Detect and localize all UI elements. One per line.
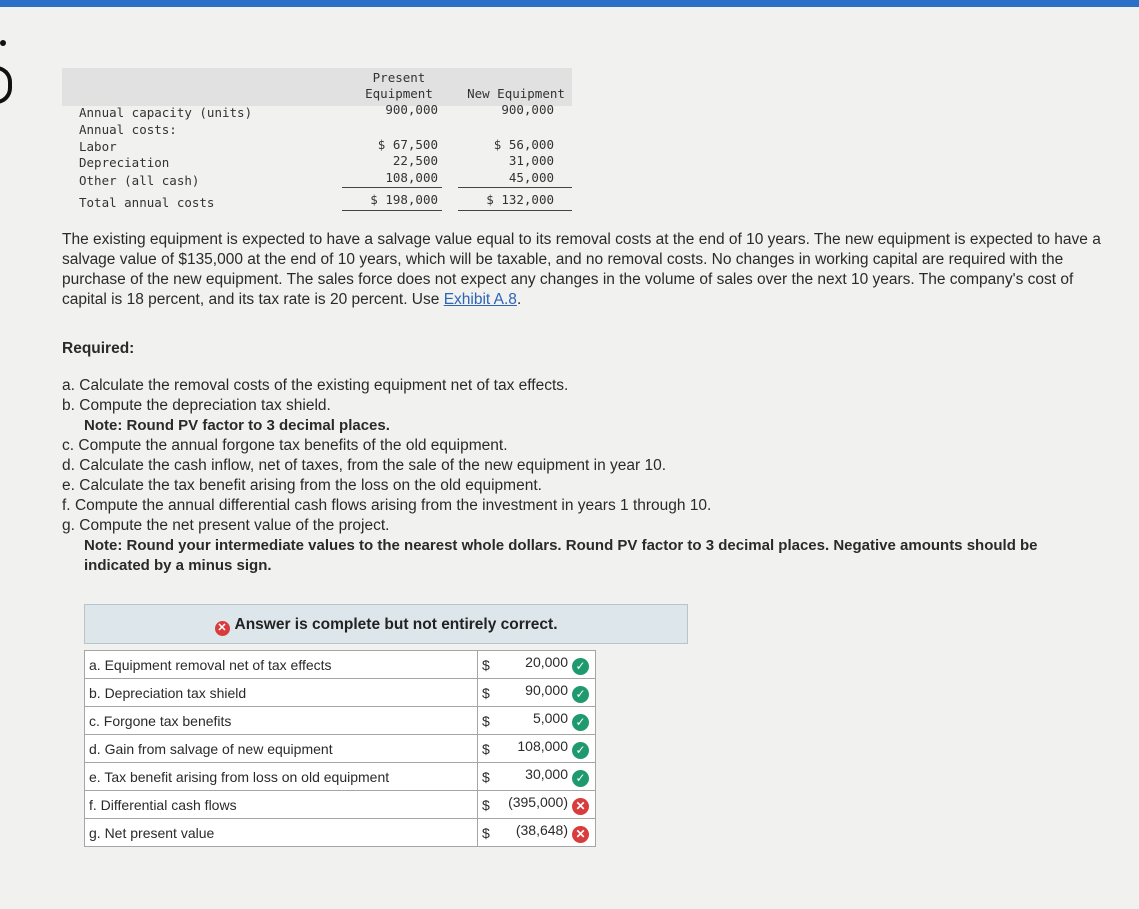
answer-value-d: 108,000 bbox=[517, 738, 568, 754]
present-header-line1: Present bbox=[372, 70, 426, 85]
result-banner-text: Answer is complete but not entirely correct. bbox=[234, 616, 558, 633]
total-new: $ 132,000 bbox=[486, 192, 554, 207]
answer-value-cell-e[interactable] bbox=[506, 763, 596, 791]
required-item-f: f. Compute the annual differential cash flows arising from the investment in years 1 through 10. bbox=[62, 497, 712, 514]
paragraph-text: The existing equipment is expected to have a salvage value equal to its removal costs at the end of 10 years. The new equipment is expected to have a salvage value of $135,000 at the end of 10 years, which will be taxable, and no removal costs. No changes in working capital are required with the purchase of the new equipment. The sales force does not expect any changes in the volume of sales over the next 10 years. The company's cost of capital is 18 percent, and its tax rate is 20 percent. Use bbox=[62, 231, 1101, 308]
required-item-e: e. Calculate the tax benefit arising from the loss on the old equipment. bbox=[62, 477, 542, 494]
answer-row-d bbox=[85, 735, 596, 763]
required-item-c: c. Compute the annual forgone tax benefits of the old equipment. bbox=[62, 437, 508, 454]
answer-value-cell-b[interactable] bbox=[506, 679, 596, 707]
total-label: Total annual costs bbox=[79, 195, 215, 210]
total-rule-new bbox=[458, 210, 572, 211]
present-header-line2: Equipment bbox=[365, 86, 433, 101]
other-label: Other (all cash) bbox=[79, 173, 200, 188]
annual-costs-label: Annual costs: bbox=[79, 122, 177, 137]
edge-arc bbox=[0, 66, 12, 104]
total-rule-present bbox=[342, 210, 442, 211]
depreciation-present: 22,500 bbox=[392, 153, 438, 168]
answer-currency-b: $ bbox=[478, 679, 507, 707]
exhibit-link[interactable]: Exhibit A.8 bbox=[443, 291, 517, 308]
required-item-d: d. Calculate the cash inflow, net of taxes, from the sale of the new equipment in year 10. bbox=[62, 457, 667, 474]
paragraph-end: . bbox=[516, 291, 522, 308]
other-new: 45,000 bbox=[508, 170, 554, 185]
answer-currency-d: $ bbox=[478, 735, 507, 763]
answer-label-c: c. Forgone tax benefits bbox=[85, 707, 478, 735]
answer-label-e: e. Tax benefit arising from loss on old equipment bbox=[85, 763, 478, 791]
result-banner bbox=[84, 604, 688, 644]
answer-currency-e: $ bbox=[478, 763, 507, 791]
incorrect-icon: ✕ bbox=[572, 798, 589, 815]
result-banner-text-wrap bbox=[85, 616, 687, 636]
answer-value-cell-g[interactable] bbox=[506, 819, 596, 847]
check-icon: ✓ bbox=[572, 742, 589, 759]
depreciation-label: Depreciation bbox=[79, 155, 170, 170]
answer-row-c bbox=[85, 707, 596, 735]
answer-value-g: (38,648) bbox=[515, 822, 568, 838]
required-note-1: Note: Round PV factor to 3 decimal places. bbox=[84, 417, 390, 434]
answer-value-cell-d[interactable] bbox=[506, 735, 596, 763]
answer-value-e: 30,000 bbox=[525, 766, 568, 782]
answer-value-a: 20,000 bbox=[525, 654, 568, 670]
check-icon: ✓ bbox=[572, 770, 589, 787]
incorrect-icon: ✕ bbox=[572, 826, 589, 843]
required-note-2: Note: Round your intermediate values to the nearest whole dollars. Round PV factor to 3 decimal places. Negative amounts should be indicated by a minus sign. bbox=[84, 537, 1038, 574]
answer-label-g: g. Net present value bbox=[85, 819, 478, 847]
required-item-g: g. Compute the net present value of the project. bbox=[62, 517, 390, 534]
subtotal-rule-present bbox=[342, 187, 442, 188]
problem-paragraph bbox=[62, 230, 1122, 310]
answer-currency-c: $ bbox=[478, 707, 507, 735]
answer-value-f: (395,000) bbox=[508, 794, 568, 810]
required-heading: Required: bbox=[62, 340, 135, 357]
answer-value-cell-c[interactable] bbox=[506, 707, 596, 735]
capacity-present: 900,000 bbox=[385, 102, 438, 117]
cost-table bbox=[62, 68, 572, 216]
capacity-new: 900,000 bbox=[501, 102, 554, 117]
answer-label-b: b. Depreciation tax shield bbox=[85, 679, 478, 707]
answer-row-g bbox=[85, 819, 596, 847]
labor-present: $ 67,500 bbox=[377, 137, 438, 152]
answer-value-c: 5,000 bbox=[532, 710, 568, 726]
new-header: New Equipment bbox=[467, 86, 565, 101]
answer-label-a: a. Equipment removal net of tax effects bbox=[85, 651, 478, 679]
check-icon: ✓ bbox=[572, 658, 589, 675]
top-accent-bar bbox=[0, 0, 1139, 7]
required-item-a: a. Calculate the removal costs of the existing equipment net of tax effects. bbox=[62, 377, 569, 394]
answer-currency-a: $ bbox=[478, 651, 507, 679]
required-item-b: b. Compute the depreciation tax shield. bbox=[62, 397, 331, 414]
answer-row-b bbox=[85, 679, 596, 707]
answer-label-f: f. Differential cash flows bbox=[85, 791, 478, 819]
check-icon: ✓ bbox=[572, 686, 589, 703]
incorrect-icon: ✕ bbox=[215, 621, 230, 636]
answer-value-cell-f[interactable] bbox=[506, 791, 596, 819]
subtotal-rule-new bbox=[458, 187, 572, 188]
total-present: $ 198,000 bbox=[370, 192, 438, 207]
other-present: 108,000 bbox=[385, 170, 438, 185]
answer-currency-g: $ bbox=[478, 819, 507, 847]
answer-row-f bbox=[85, 791, 596, 819]
labor-new: $ 56,000 bbox=[493, 137, 554, 152]
labor-label: Labor bbox=[79, 139, 117, 154]
edge-marker bbox=[0, 40, 6, 46]
depreciation-new: 31,000 bbox=[508, 153, 554, 168]
answer-value-cell-a[interactable] bbox=[506, 651, 596, 679]
answer-currency-f: $ bbox=[478, 791, 507, 819]
answer-label-d: d. Gain from salvage of new equipment bbox=[85, 735, 478, 763]
answer-value-b: 90,000 bbox=[525, 682, 568, 698]
answer-row-a bbox=[85, 651, 596, 679]
answer-row-e bbox=[85, 763, 596, 791]
required-list bbox=[62, 376, 1122, 576]
check-icon: ✓ bbox=[572, 714, 589, 731]
capacity-label: Annual capacity (units) bbox=[79, 105, 253, 120]
answers-table bbox=[84, 650, 596, 847]
